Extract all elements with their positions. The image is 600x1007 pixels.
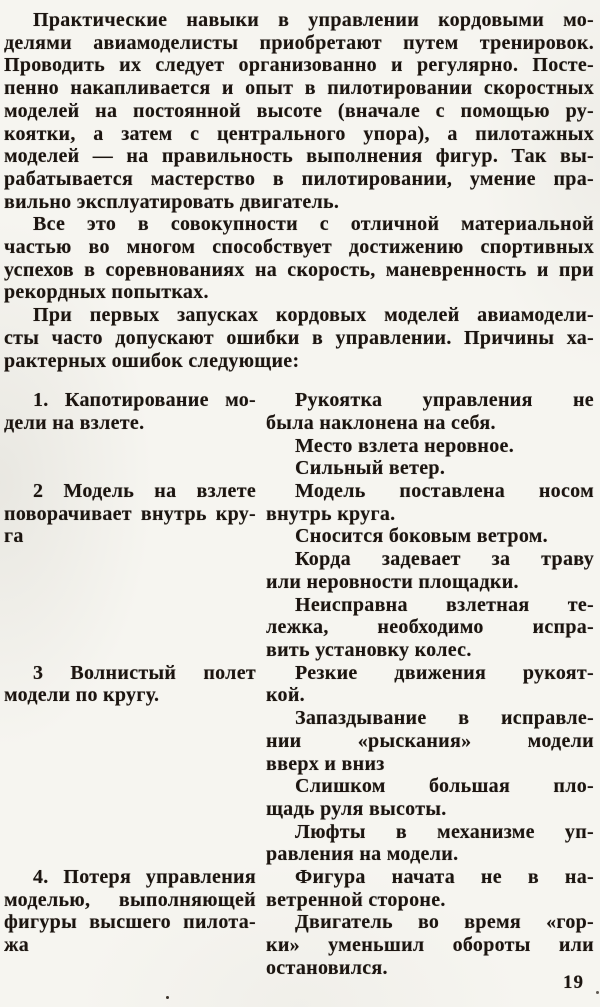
error-line: фигуры высшего пилота- [4,911,256,934]
cause-line: Резкие движения рукоят- [295,661,594,684]
scan-speck [166,996,169,999]
error-line: 1. Капотирование мо- [33,389,256,412]
paragraph-line: рекордных попытках. [4,281,209,304]
cause-item [266,662,594,707]
cause-item [266,457,594,480]
cause-line: ки» уменьшил обороты или [266,934,594,957]
cause-line: нии «рыскания» модели [266,729,594,752]
errors-table [4,389,594,979]
cause-line: вверх и вниз [266,752,385,775]
cause-item [266,821,594,866]
causes-cell [266,662,594,866]
error-cell [4,866,256,957]
error-line: 4. Потеря управления [33,866,256,889]
cause-line: Сносится боковым ветром. [295,525,548,548]
cause-line: Фигура начата не в на- [295,866,594,889]
cause-item [266,866,594,911]
paragraph-line: пенно накапливается и опыт в пилотировании скоростных [4,77,594,100]
cause-item [266,389,594,434]
causes-cell [266,866,594,980]
paragraph [4,213,594,304]
scan-speck [596,991,599,994]
causes-cell [266,389,594,480]
paragraph-line: успехов в соревнованиях на скорость, маневренность и при [4,258,594,281]
cause-line: или неровности площадки. [266,570,519,593]
error-line: 2 Модель на взлете [33,480,256,503]
error-line: моделью, выполняющей [4,888,256,911]
cause-line: кой. [266,684,305,707]
paragraph-line: рактерных ошибок следующие: [4,349,300,372]
paragraph-line: вильно эксплуатировать двигатель. [4,190,340,213]
paragraph-line: сты часто допускают ошибки в управлении. Причины ха- [4,326,594,349]
cause-line: Двигатель во время «гор- [295,911,594,934]
cause-line: Сильный ветер. [295,457,446,480]
cause-line: остановился. [266,956,388,979]
paragraph-line: Практические навыки в управлении кордовыми мо- [33,9,594,31]
paragraph-line: При первых запусках кордовых моделей авиамодели- [33,304,594,327]
cause-line: Место взлета неровное. [295,434,515,457]
paragraph-line: Проводить их следует организованно и регулярно. Посте- [4,54,594,77]
paragraph-line: моделей на постоянной высоте (вначале с помощью ру- [4,99,594,122]
cause-line: Запаздывание в исправле- [295,707,594,730]
error-cell [4,480,256,548]
cause-line: ветренной стороне. [266,888,446,911]
intro-paragraphs [4,9,594,372]
cause-line: Неисправна взлетная те- [295,593,594,616]
cause-item [266,775,594,820]
cause-item [266,435,594,458]
cause-line: Рукоятка управления не [295,389,594,412]
error-line: модели по кругу. [4,684,160,707]
cause-item [266,594,594,662]
cause-item [266,911,594,979]
cause-line: Слишком большая пло- [295,775,594,798]
paragraph-line: моделей — на правильность выполнения фигур. Так вы- [4,145,594,168]
error-cell [4,662,256,707]
error-cell [4,389,256,434]
cause-item [266,525,594,548]
cause-item [266,707,594,775]
cause-item [266,480,594,525]
paragraph [4,304,594,372]
paragraph-line: делями авиамоделисты приобретают путем тренировок. [4,31,594,54]
cause-line: внутрь круга. [266,502,396,525]
error-line: дели на взлете. [4,411,145,434]
cause-line: лежка, необходимо испра- [266,616,594,639]
cause-line: была наклонена на себя. [266,411,496,434]
cause-line: щадь руля высоты. [266,797,447,820]
paragraph-line: коятки, а затем с центрального упора), а пилотажных [4,122,594,145]
cause-line: Модель поставлена носом [295,480,594,503]
cause-line: Корда задевает за траву [295,548,594,571]
error-line: поворачивает внутрь кру- [4,502,256,525]
page-number: 19 [563,972,584,993]
paragraph-line: частью во многом способствует достижению спортивных [4,236,594,259]
error-line: жа [4,934,30,957]
cause-line: равления на модели. [266,843,459,866]
paragraph [4,9,594,213]
error-line: 3 Волнистый полет [33,661,256,684]
causes-cell [266,480,594,662]
cause-item [266,548,594,593]
error-line: га [4,525,24,548]
cause-line: вить установку колес. [266,638,472,661]
cause-line: Люфты в механизме уп- [295,820,594,843]
paragraph-line: Все это в совокупности с отличной материальной [33,213,594,236]
paragraph-line: рабатывается мастерство в пилотировании, умение пра- [4,167,594,190]
